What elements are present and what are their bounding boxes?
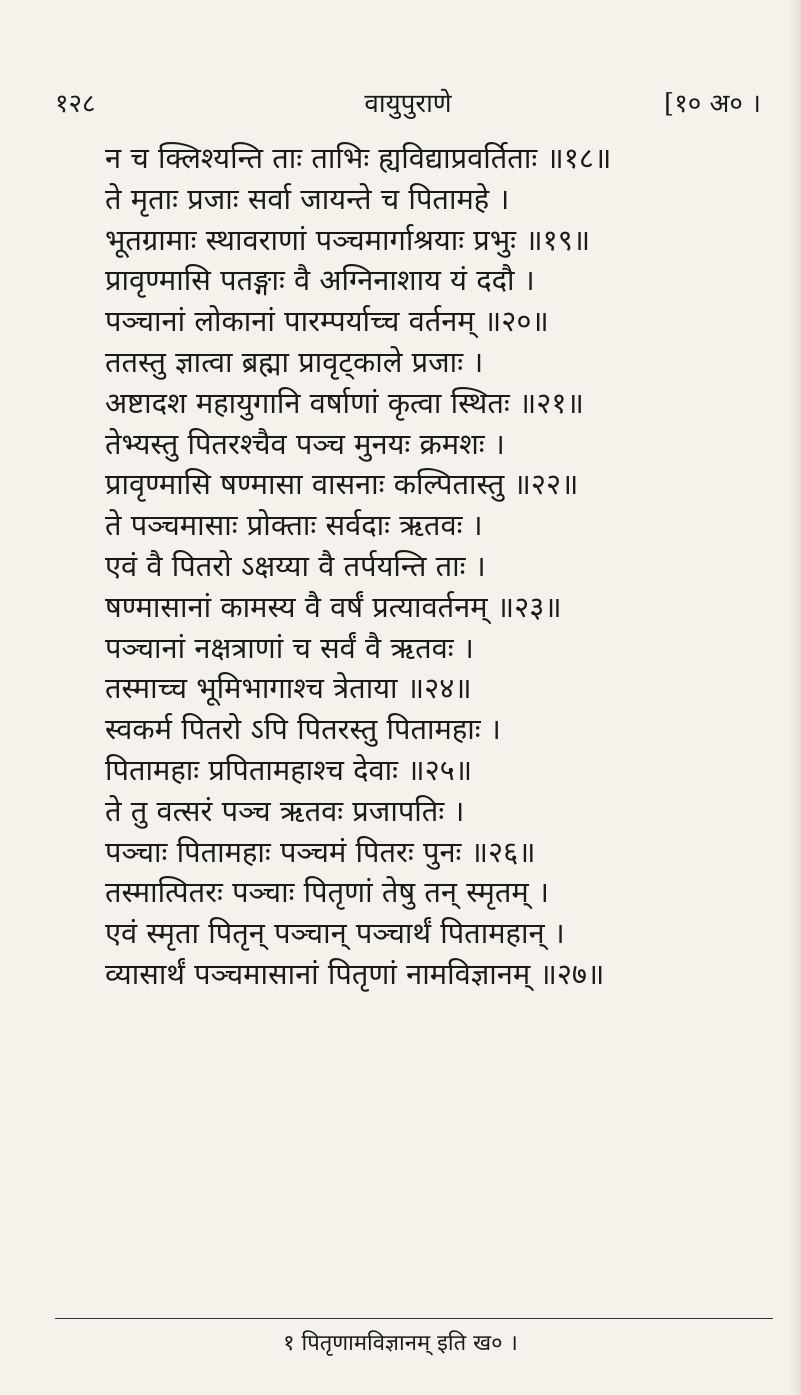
page-header	[55, 84, 761, 124]
page-number: १२८	[55, 89, 96, 119]
verse-line: व्यासार्थं पञ्चमासानां पितृणां नामविज्ञानम् ॥२७॥	[105, 956, 605, 991]
verse-line: तस्मात्पितरः पञ्चाः पितृणां तेषु तन् स्मृतम् ।	[105, 875, 549, 910]
verse-line: तस्माच्च भूमिभागाश्च त्रेताया ॥२४॥	[105, 671, 472, 706]
footnote: १ पितृणामविज्ञानम् इति ख० ।	[283, 1331, 518, 1356]
chapter-reference: [१० अ० ।	[664, 89, 761, 119]
verse-line: अष्टादश महायुगानि वर्षाणां कृत्वा स्थितः ॥२१॥	[105, 385, 584, 420]
verse-line: प्रावृण्मासि पतङ्गाः वै अग्निनाशाय यं ददौ ।	[105, 263, 535, 298]
verse-line: तेभ्यस्तु पितरश्चैव पञ्च मुनयः क्रमशः ।	[105, 426, 505, 461]
verse-line: न च क्लिश्यन्ति ताः ताभिः ह्यविद्याप्रवर्तिताः ॥१८॥	[105, 141, 612, 175]
verse-line: स्वकर्म पितरो ऽपि पितरस्तु पितामहाः ।	[105, 712, 501, 747]
verse-line: षण्मासानां कामस्य वै वर्षं प्रत्यावर्तनम् ॥२३॥	[105, 589, 562, 624]
verse-line: एवं स्मृता पितृन् पञ्चान् पञ्चार्थं पितामहान् ।	[105, 916, 565, 951]
verse-line: ततस्तु ज्ञात्वा ब्रह्मा प्रावृट्काले प्रजाः ।	[105, 344, 484, 379]
verse-line: ते मृताः प्रजाः सर्वा जायन्ते च पितामहे ।	[105, 181, 510, 216]
verse-line: पितामहाः प्रपितामहाश्च देवाः ॥२५॥	[105, 752, 473, 787]
verse-line: पञ्चाः पितामहाः पञ्चमं पितरः पुनः ॥२६॥	[105, 834, 536, 869]
verse-line: पञ्चानां लोकानां पारम्पर्याच्च वर्तनम् ॥२०॥	[105, 304, 549, 339]
footnote-divider	[55, 1318, 773, 1319]
page-edge-shadow	[789, 0, 801, 1395]
verse-line: भूतग्रामाः स्थावराणां पञ्चमार्गाश्रयाः प्रभुः ॥१९॥	[105, 222, 591, 257]
verse-line: ते तु वत्सरं पञ्च ऋतवः प्रजापतिः ।	[105, 793, 465, 828]
verse-line: प्रावृण्मासि षण्मासा वासनाः कल्पितास्तु ॥२२॥	[105, 467, 579, 502]
running-title: वायुपुराणे	[364, 89, 452, 119]
verse-line: पञ्चानां नक्षत्राणां च सर्वं वै ऋतवः ।	[105, 630, 474, 665]
verse-line: ते पञ्चमासाः प्रोक्ताः सर्वदाः ऋतवः ।	[105, 508, 483, 543]
verse-block	[105, 138, 761, 995]
verse-line: एवं वै पितरो ऽक्षय्या वै तर्पयन्ति ताः ।	[105, 548, 486, 583]
